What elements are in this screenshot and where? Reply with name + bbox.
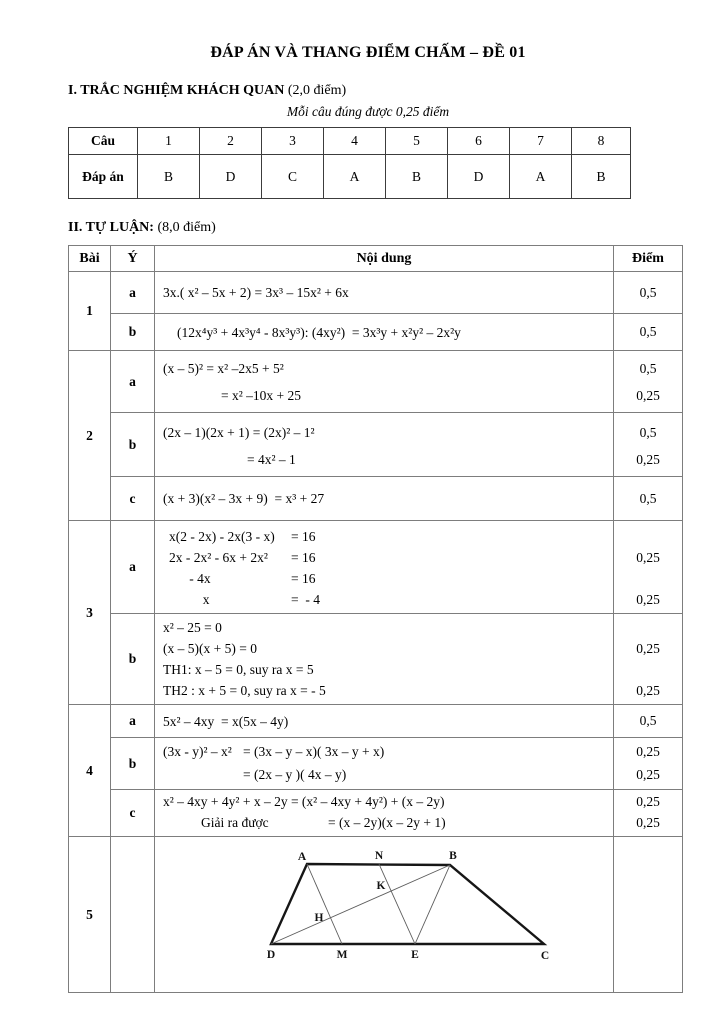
equation-line: TH1: x – 5 = 0, suy ra x = 5 (163, 662, 314, 677)
essay-row-4a (69, 705, 683, 738)
y-label-4a: a (111, 705, 155, 738)
equation-line: (x – 5)² = x² –2x5 + 5² (163, 361, 284, 376)
answer-letter-row (69, 155, 631, 199)
essay-row-2c (69, 477, 683, 521)
answer-letter-5: B (386, 155, 448, 199)
noi-dung-2b (155, 413, 614, 477)
noi-dung-3b (155, 614, 614, 705)
diem-3a (614, 521, 683, 614)
noi-dung-4c (155, 790, 614, 837)
y-label-2a: a (111, 351, 155, 413)
section1-heading-points: (2,0 điểm) (287, 83, 347, 98)
score-value: 0,25 (636, 452, 660, 467)
answer-letter-row-label: Đáp án (69, 155, 138, 199)
trapezoid-diagram (262, 849, 554, 966)
essay-row-4c (69, 790, 683, 837)
y-label-1b: b (111, 314, 155, 351)
score-value: 0,25 (636, 592, 660, 607)
diem-4b (614, 738, 683, 790)
noi-dung-2a (155, 351, 614, 413)
equation-line: = (2x – y )( 4x – y) (243, 767, 347, 782)
equation-line: TH2 : x + 5 = 0, suy ra x = - 5 (163, 683, 326, 698)
point-label-M: M (336, 949, 348, 961)
answer-letter-2: D (200, 155, 262, 199)
section2-heading-bold: II. TỰ LUẬN: (68, 220, 158, 235)
y-label-3b: b (111, 614, 155, 705)
diem-2a (614, 351, 683, 413)
y-label-2b: b (111, 413, 155, 477)
diem-1b: 0,5 (614, 314, 683, 351)
score-value (614, 568, 682, 589)
score-value: 0,25 (636, 641, 660, 656)
diem-4c (614, 790, 683, 837)
question-number-1: 1 (138, 128, 200, 155)
score-value (614, 617, 682, 638)
essay-header-row (69, 246, 683, 272)
question-number-8: 8 (572, 128, 631, 155)
equation-line: (x + 3)(x² – 3x + 9) = x³ + 27 (163, 491, 325, 506)
essay-row-1a (69, 272, 683, 314)
diem-3b (614, 614, 683, 705)
noi-dung-5 (155, 837, 614, 993)
equation-line: Giải ra được = (x – 2y)(x – 2y + 1) (201, 815, 446, 830)
header-diem: Điểm (614, 246, 683, 272)
score-value: 0,5 (639, 361, 657, 376)
equation-line: = x² –10x + 25 (221, 388, 302, 403)
y-label-2c: c (111, 477, 155, 521)
noi-dung-2c (155, 477, 614, 521)
answer-letter-7: A (510, 155, 572, 199)
scoring-note: Mỗi câu đúng được 0,25 điểm (286, 104, 450, 119)
geometry-figure (262, 849, 613, 970)
essay-row-2b (69, 413, 683, 477)
equation-line: 2x - 2x² - 6x + 2x² = 16 (169, 550, 316, 565)
essay-answer-table (68, 245, 683, 993)
segment-AM (307, 864, 342, 944)
score-value (614, 526, 682, 547)
diem-2c: 0,5 (614, 477, 683, 521)
essay-row-3b (69, 614, 683, 705)
segment-DB (271, 865, 450, 944)
essay-row-3a (69, 521, 683, 614)
section2-heading-points: (8,0 điểm) (157, 220, 216, 235)
vertex-label-B: B (449, 850, 457, 862)
y-label-3a: a (111, 521, 155, 614)
equation-line: - 4x = 16 (169, 571, 316, 586)
equation-line: (2x – 1)(2x + 1) = (2x)² – 1² (163, 425, 315, 440)
header-bai: Bài (69, 246, 111, 272)
score-value: 0,25 (636, 550, 660, 565)
vertex-label-N: N (374, 850, 384, 862)
document-title: ĐÁP ÁN VÀ THANG ĐIỂM CHẤM – ĐỀ 01 (210, 44, 526, 61)
answer-letter-6: D (448, 155, 510, 199)
question-number-row (69, 128, 631, 155)
answer-letter-4: A (324, 155, 386, 199)
equation-line: x² – 4xy + 4y² + x – 2y = (x² – 4xy + 4y²) + (x – 2y) (163, 794, 445, 809)
noi-dung-1a (155, 272, 614, 314)
multiple-choice-table (68, 127, 631, 199)
segment-NE (376, 864, 415, 944)
score-value: 0,25 (636, 744, 660, 759)
section1-heading (68, 83, 683, 99)
question-number-4: 4 (324, 128, 386, 155)
bai-number-2: 2 (69, 351, 111, 521)
noi-dung-1b (155, 314, 614, 351)
y-label-5 (111, 837, 155, 993)
diem-1a: 0,5 (614, 272, 683, 314)
point-label-K: K (376, 880, 386, 892)
equation-line: (12x⁴y³ + 4x³y⁴ - 8x³y³): (4xy²) = 3x³y + x²y² – 2x²y (177, 324, 461, 340)
essay-row-2a (69, 351, 683, 413)
equation-line: 3x.( x² – 5x + 2) = 3x³ – 15x² + 6x (163, 285, 349, 300)
score-value: 0,5 (639, 425, 657, 440)
y-label-1a: a (111, 272, 155, 314)
essay-row-1b (69, 314, 683, 351)
noi-dung-4b (155, 738, 614, 790)
essay-row-4b (69, 738, 683, 790)
y-label-4c: c (111, 790, 155, 837)
equation-line: x(2 - 2x) - 2x(3 - x) = 16 (169, 529, 316, 544)
score-value (614, 659, 682, 680)
diem-5 (614, 837, 683, 993)
point-label-H: H (314, 912, 324, 924)
bai-number-5: 5 (69, 837, 111, 993)
vertex-label-C: C (540, 950, 550, 962)
equation-line: (x – 5)(x + 5) = 0 (163, 641, 257, 656)
equation-line: = 4x² – 1 (247, 452, 296, 467)
segment-BE (415, 865, 450, 944)
score-value: 0,25 (636, 767, 660, 782)
question-number-5: 5 (386, 128, 448, 155)
noi-dung-3a (155, 521, 614, 614)
essay-row-5 (69, 837, 683, 993)
question-number-7: 7 (510, 128, 572, 155)
question-number-row-label: Câu (69, 128, 138, 155)
bai-number-3: 3 (69, 521, 111, 705)
bai-number-1: 1 (69, 272, 111, 351)
equation-line: x = - 4 (169, 592, 320, 607)
score-value: 0,25 (636, 683, 660, 698)
score-value: 0,25 (636, 815, 660, 830)
vertex-label-D: D (266, 949, 276, 961)
answer-letter-3: C (262, 155, 324, 199)
diem-2b (614, 413, 683, 477)
answer-letter-1: B (138, 155, 200, 199)
question-number-6: 6 (448, 128, 510, 155)
noi-dung-4a (155, 705, 614, 738)
diem-4a: 0,5 (614, 705, 683, 738)
bai-number-4: 4 (69, 705, 111, 837)
header-y: Ý (111, 246, 155, 272)
header-noi-dung: Nội dung (155, 246, 614, 272)
score-value: 0,25 (636, 794, 660, 809)
score-value: 0,25 (636, 388, 660, 403)
equation-line: (3x - y)² – x² = (3x – y – x)( 3x – y + x) (163, 744, 385, 759)
question-number-3: 3 (262, 128, 324, 155)
y-label-4b: b (111, 738, 155, 790)
section2-heading (68, 220, 683, 236)
point-label-E: E (411, 949, 419, 961)
question-number-2: 2 (200, 128, 262, 155)
equation-line: x² – 25 = 0 (163, 620, 222, 635)
equation-line: 5x² – 4xy = x(5x – 4y) (163, 713, 289, 729)
answer-letter-8: B (572, 155, 631, 199)
section1-heading-bold: I. TRẮC NGHIỆM KHÁCH QUAN (68, 83, 288, 98)
vertex-label-A: A (297, 851, 307, 863)
